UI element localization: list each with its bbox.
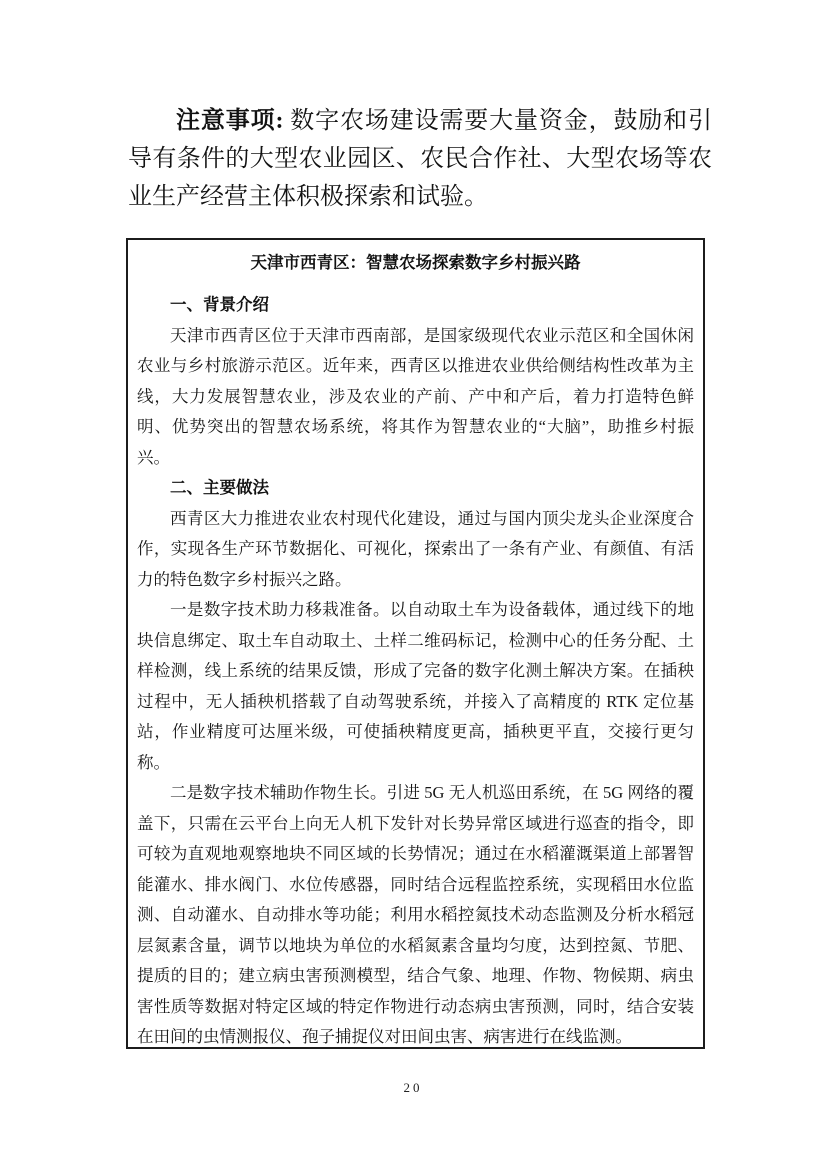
section-heading-practices: 二、主要做法 (170, 479, 269, 497)
notice-text: 数字农场建设需要大量资金，鼓励和引导有条件的大型农业园区、农民合作社、大型农场等农业生产经营主体积极探索和试验。 (128, 108, 713, 210)
case-section-practices (137, 473, 694, 1049)
practices-paragraph-2: 二是数字技术辅助作物生长。引进 5G 无人机巡田系统，在 5G 网络的覆盖下，只需在云平台上向无人机下发针对长势异常区域进行巡查的指令，即可较为直观地观察地块不同区域的长势情况；通过在水稻灌溉渠道上部署智能灌水、排水阀门、水位传感器，同时结合远程监控系统，实现稻田水位监测、自动灌水、自动排水等功能；利用水稻控氮技术动态监测及分析水稻冠层氮素含量，调节以地块为单位的水稻氮素含量均匀度，达到控氮、节肥、提质的目的；建立病虫害预测模型，结合气象、地理、作物、物候期、病虫害性质等数据对特定区域的特定作物进行动态病虫害预测，同时，结合安装在田间的虫情测报仪、孢子捕捉仪对田间虫害、病害进行在线监测。 (137, 783, 694, 1046)
practices-paragraph-1: 一是数字技术助力移栽准备。以自动取土车为设备载体，通过线下的地块信息绑定、取土车自动取土、土样二维码标记，检测中心的任务分配、土样检测，线上系统的结果反馈，形成了完备的数字化测土解决方案。在插秧过程中，无人插秧机搭载了自动驾驶系统，并接入了高精度的 RTK 定位基站，作业精度可达厘米级，可使插秧精度更高，插秧更平直，交接行更匀称。 (137, 600, 694, 772)
notice-paragraph (128, 102, 712, 216)
background-paragraph: 天津市西青区位于天津市西南部，是国家级现代农业示范区和全国休闲农业与乡村旅游示范区。近年来，西青区以推进农业供给侧结构性改革为主线，大力发展智慧农业，涉及农业的产前、产中和产后，着力打造特色鲜明、优势突出的智慧农场系统，将其作为智慧农业的“大脑”，助推乡村振兴。 (137, 325, 694, 467)
section-heading-background: 一、背景介绍 (170, 296, 269, 314)
case-box-title: 天津市西青区：智慧农场探索数字乡村振兴路 (250, 254, 581, 272)
notice-label: 注意事项 (176, 108, 276, 134)
case-study-box (126, 238, 705, 1049)
page-number: 20 (403, 1080, 423, 1095)
notice-colon: : (275, 108, 291, 134)
case-section-background (137, 290, 694, 473)
practices-intro-paragraph: 西青区大力推进农业农村现代化建设，通过与国内顶尖龙头企业深度合作，实现各生产环节数据化、可视化，探索出了一条有产业、有颜值、有活力的特色数字乡村振兴之路。 (137, 508, 694, 589)
